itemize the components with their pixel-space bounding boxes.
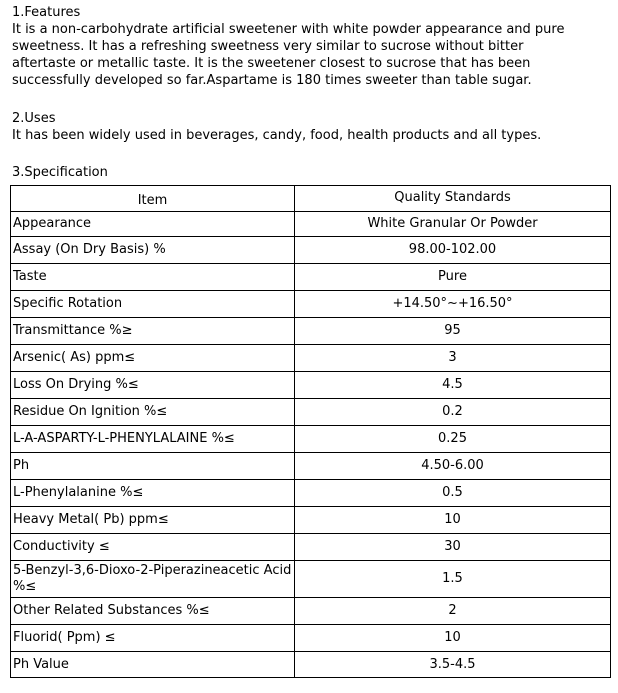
spec-item-cell: Loss On Drying %≤	[11, 372, 295, 399]
spec-item-cell: Arsenic( As) ppm≤	[11, 345, 295, 372]
features-line: successfully developed so far.Aspartame is 180 times sweeter than table sugar.	[12, 73, 532, 88]
table-row	[11, 625, 611, 652]
uses-heading: 2.Uses	[12, 111, 56, 126]
table-row	[11, 480, 611, 507]
spec-value-cell: +14.50°~+16.50°	[295, 291, 611, 318]
specification-table-body	[11, 186, 611, 678]
spec-item-cell: Conductivity ≤	[11, 534, 295, 561]
spec-item-cell: Residue On Ignition %≤	[11, 399, 295, 426]
spec-item-cell: Specific Rotation	[11, 291, 295, 318]
spec-value-cell: 30	[295, 534, 611, 561]
spec-item-cell: 5-Benzyl-3,6-Dioxo-2-Piperazineacetic Acid %≤	[11, 561, 295, 598]
spec-item-cell: Other Related Substances %≤	[11, 598, 295, 625]
table-row	[11, 345, 611, 372]
spec-item-cell: Appearance	[11, 212, 295, 237]
specification-heading: 3.Specification	[12, 165, 108, 180]
spec-item-cell: Assay (On Dry Basis) %	[11, 237, 295, 264]
spec-value-cell: 1.5	[295, 561, 611, 598]
specification-table	[10, 185, 611, 678]
spec-value-cell: Pure	[295, 264, 611, 291]
table-row	[11, 534, 611, 561]
spec-item-cell: L-A-ASPARTY-L-PHENYLALAINE %≤	[11, 426, 295, 453]
spec-value-cell: 98.00-102.00	[295, 237, 611, 264]
features-line: aftertaste or metallic taste. It is the sweetener closest to sucrose that has been	[12, 56, 531, 71]
table-row	[11, 291, 611, 318]
table-row	[11, 652, 611, 678]
features-line: sweetness. It has a refreshing sweetness very similar to sucrose without bitter	[12, 39, 524, 54]
table-row	[11, 237, 611, 264]
spec-value-cell: 2	[295, 598, 611, 625]
spec-item-cell: L-Phenylalanine %≤	[11, 480, 295, 507]
uses-paragraph	[12, 127, 612, 144]
spec-value-cell: 4.5	[295, 372, 611, 399]
spec-item-cell: Fluorid( Ppm) ≤	[11, 625, 295, 652]
uses-line: It has been widely used in beverages, candy, food, health products and all types.	[12, 128, 542, 143]
spec-item-cell: Heavy Metal( Pb) ppm≤	[11, 507, 295, 534]
spec-value-cell: White Granular Or Powder	[295, 212, 611, 237]
table-row	[11, 212, 611, 237]
spec-value-cell: 4.50-6.00	[295, 453, 611, 480]
spec-value-cell: 0.5	[295, 480, 611, 507]
spec-value-cell: 95	[295, 318, 611, 345]
table-header-row	[11, 186, 611, 212]
table-row	[11, 264, 611, 291]
features-heading: 1.Features	[12, 5, 81, 20]
spec-value-cell: 3	[295, 345, 611, 372]
table-row	[11, 426, 611, 453]
table-row	[11, 561, 611, 598]
spec-value-cell: 10	[295, 507, 611, 534]
spec-item-cell: Ph Value	[11, 652, 295, 678]
spec-value-cell: 0.25	[295, 426, 611, 453]
spec-value-cell: 0.2	[295, 399, 611, 426]
column-header-quality-standards: Quality Standards	[295, 186, 611, 212]
spec-item-cell: Ph	[11, 453, 295, 480]
spec-item-cell: Taste	[11, 264, 295, 291]
spec-value-cell: 10	[295, 625, 611, 652]
spec-value-cell: 3.5-4.5	[295, 652, 611, 678]
table-row	[11, 318, 611, 345]
table-row	[11, 372, 611, 399]
features-paragraph	[12, 21, 612, 89]
spec-item-cell: Transmittance %≥	[11, 318, 295, 345]
table-row	[11, 598, 611, 625]
column-header-item: Item	[11, 186, 295, 212]
table-row	[11, 507, 611, 534]
features-line: It is a non-carbohydrate artificial sweetener with white powder appearance and pure	[12, 22, 565, 37]
table-row	[11, 453, 611, 480]
table-row	[11, 399, 611, 426]
